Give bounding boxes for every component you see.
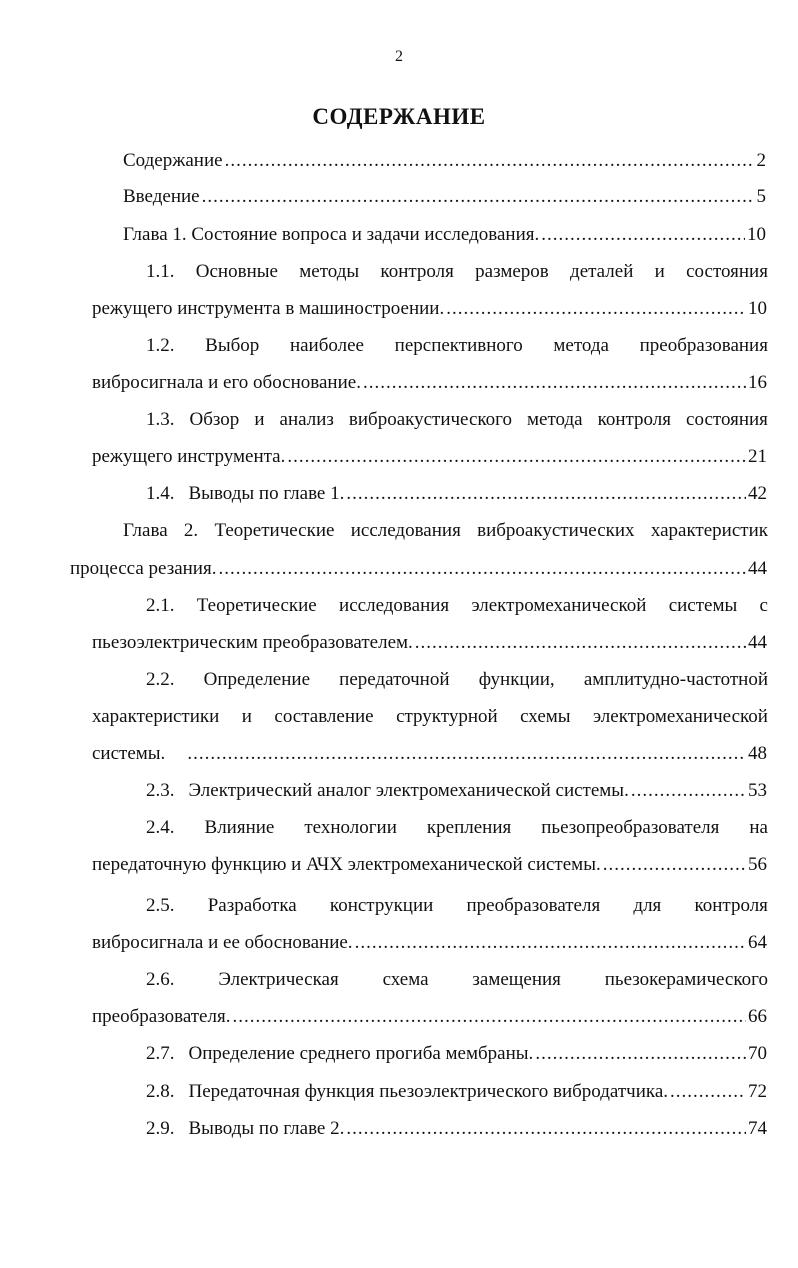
toc-entry-label: Содержание	[123, 150, 223, 171]
leader-dots	[415, 630, 746, 656]
toc-entry-chapter-2-line2[interactable]	[70, 556, 767, 582]
toc-entry-2-6-line1[interactable]	[146, 967, 768, 993]
toc-entry-label: Электрический аналог электромеханической системы.	[188, 780, 629, 801]
toc-entry-page: 44	[748, 632, 767, 653]
toc-entry-2-1-line2[interactable]	[92, 630, 767, 656]
toc-entry-page: 74	[748, 1118, 767, 1139]
toc-entry-page: 66	[748, 1006, 767, 1027]
toc-entry-page: 64	[748, 932, 767, 953]
toc-entry-1-1-line2[interactable]	[92, 296, 767, 322]
toc-entry-page: 5	[756, 186, 766, 207]
toc-entry-page: 16	[748, 372, 767, 393]
word: преобразователя	[466, 895, 601, 916]
toc-entry-number: 1.3.	[146, 409, 175, 430]
leader-dots	[232, 1004, 746, 1030]
toc-entry-introduction[interactable]	[123, 184, 766, 210]
word: перспективного	[394, 335, 523, 356]
toc-entry-page: 2	[756, 150, 766, 171]
toc-entry-label: Выводы по главе 1.	[188, 483, 345, 504]
toc-entry-label: передаточную функцию и АЧХ электромеханической системы.	[92, 854, 601, 875]
toc-entry-label: преобразователя.	[92, 1006, 231, 1027]
word: Влияние	[204, 817, 275, 838]
toc-entry-label: системы.	[92, 743, 166, 764]
word: пьезокерамического	[604, 969, 768, 990]
toc-entry-page: 42	[748, 483, 767, 504]
leader-dots	[603, 852, 746, 878]
leader-dots	[535, 1041, 746, 1067]
toc-entry-number: 1.4.	[146, 483, 175, 504]
word: электромеханической	[471, 595, 647, 616]
word: исследования	[350, 520, 461, 541]
word: преобразования	[639, 335, 768, 356]
word: передаточной	[339, 669, 450, 690]
toc-entry-label: Глава 1. Состояние вопроса и задачи исследования.	[123, 224, 540, 245]
toc-entry-contents[interactable]	[123, 148, 766, 174]
toc-entry-page: 72	[748, 1081, 767, 1102]
word: схема	[382, 969, 429, 990]
word: метода	[553, 335, 609, 356]
word: виброакустического	[348, 409, 512, 430]
page-title: СОДЕРЖАНИЕ	[312, 104, 486, 129]
word: характеристик	[650, 520, 768, 541]
word: виброакустических	[477, 520, 635, 541]
word: состояния	[686, 261, 768, 282]
leader-dots	[202, 184, 755, 210]
word: Теоретические	[214, 520, 335, 541]
toc-entry-label: Определение среднего прогиба мембраны.	[188, 1043, 534, 1064]
word: Теоретические	[196, 595, 317, 616]
word: структурной	[396, 706, 498, 727]
leader-dots	[187, 741, 746, 767]
toc-entry-2-4-line2[interactable]	[92, 852, 767, 878]
word: на	[749, 817, 768, 838]
word: технологии	[304, 817, 397, 838]
toc-entry-2-5-line2[interactable]	[92, 930, 767, 956]
toc-entry-number: 2.8.	[146, 1081, 175, 1102]
word: анализ	[279, 409, 334, 430]
toc-entry-number: 1.2.	[146, 335, 175, 356]
toc-entry-number: 2.1.	[146, 595, 175, 616]
word: Выбор	[205, 335, 260, 356]
toc-entry-number: 2.5.	[146, 895, 175, 916]
leader-dots	[346, 481, 746, 507]
word: функции,	[478, 669, 555, 690]
word: размеров	[475, 261, 549, 282]
leader-dots	[363, 370, 746, 396]
leader-dots	[346, 1116, 746, 1142]
toc-entry-page: 10	[748, 298, 767, 319]
word: и	[241, 706, 252, 727]
word: исследования	[339, 595, 450, 616]
toc-entry-page: 21	[748, 446, 767, 467]
toc-entry-number: 2.7.	[146, 1043, 175, 1064]
toc-entry-1-3-line1[interactable]	[146, 407, 768, 433]
word: и	[654, 261, 665, 282]
word: системы	[668, 595, 738, 616]
word: Электрическая	[218, 969, 339, 990]
toc-entry-number: 2.2.	[146, 669, 175, 690]
toc-entry-label: режущего инструмента.	[92, 446, 286, 467]
toc-entry-label: Введение	[123, 186, 200, 207]
toc-entry-2-5-line1[interactable]	[146, 893, 768, 919]
toc-entry-label: процесса резания.	[70, 558, 217, 579]
word: с	[759, 595, 768, 616]
toc-entry-chapter-2-line1[interactable]	[123, 518, 768, 544]
toc-entry-2-1-line1[interactable]	[146, 593, 768, 619]
toc-entry-2-4-line1[interactable]	[146, 815, 768, 841]
toc-entry-page: 44	[748, 558, 767, 579]
word: Определение	[203, 669, 311, 690]
word: Основные	[195, 261, 278, 282]
toc-entry-1-2-line1[interactable]	[146, 333, 768, 359]
leader-dots	[355, 930, 746, 956]
toc-entry-page: 10	[747, 224, 766, 245]
toc-entry-1-2-line2[interactable]	[92, 370, 767, 396]
word: пьезопреобразователя	[541, 817, 720, 838]
leader-dots	[446, 296, 746, 322]
leader-dots	[670, 1079, 746, 1105]
toc-entry-chapter-1[interactable]	[123, 222, 766, 248]
leader-dots	[541, 222, 745, 248]
toc-entry-2-9[interactable]	[146, 1116, 767, 1142]
word: составление	[274, 706, 374, 727]
word: Обзор	[189, 409, 240, 430]
word: амплитудно-частотной	[583, 669, 768, 690]
toc-entry-2-3[interactable]	[146, 778, 767, 804]
toc-entry-label: вибросигнала и его обоснование.	[92, 372, 361, 393]
word: наиболее	[289, 335, 364, 356]
toc-entry-1-4[interactable]	[146, 481, 767, 507]
toc-entry-2-8[interactable]	[146, 1079, 767, 1105]
toc-entry-number: 2.9.	[146, 1118, 175, 1139]
leader-dots	[218, 556, 746, 582]
word: схемы	[520, 706, 571, 727]
toc-entry-number: 2.4.	[146, 817, 175, 838]
word: электромеханической	[593, 706, 768, 727]
toc-entry-page: 56	[748, 854, 767, 875]
word: характеристики	[92, 706, 220, 727]
word: замещения	[472, 969, 561, 990]
word: для	[633, 895, 662, 916]
toc-entry-2-2-line1[interactable]	[146, 667, 768, 693]
toc-entry-2-6-line2[interactable]	[92, 1004, 767, 1030]
leader-dots	[631, 778, 746, 804]
toc-entry-2-7[interactable]	[146, 1041, 767, 1067]
toc-entry-page: 48	[748, 743, 767, 764]
toc-entry-number: 2.6.	[146, 969, 175, 990]
word: Глава	[123, 520, 168, 541]
toc-entry-number: 2.3.	[146, 780, 175, 801]
word: и	[254, 409, 265, 430]
word: методы	[299, 261, 360, 282]
toc-entry-page: 53	[748, 780, 767, 801]
word: 2.	[183, 520, 199, 541]
toc-entry-1-3-line2[interactable]	[92, 444, 767, 470]
toc-entry-label: Выводы по главе 2.	[188, 1118, 345, 1139]
word: состояния	[686, 409, 768, 430]
toc-entry-2-2-line3[interactable]	[92, 741, 767, 767]
toc-entry-2-2-line2[interactable]	[92, 704, 768, 730]
word: Разработка	[207, 895, 297, 916]
toc-entry-label: Передаточная функция пьезоэлектрического вибродатчика.	[188, 1081, 668, 1102]
word: контроля	[694, 895, 768, 916]
word: деталей	[570, 261, 634, 282]
toc-entry-page: 70	[748, 1043, 767, 1064]
word: конструкции	[329, 895, 434, 916]
word: крепления	[426, 817, 512, 838]
word: контроля	[597, 409, 672, 430]
leader-dots	[225, 148, 755, 174]
page-number: 2	[395, 48, 403, 65]
toc-entry-number: 1.1.	[146, 261, 175, 282]
toc-entry-label: вибросигнала и ее обоснование.	[92, 932, 353, 953]
word: метода	[527, 409, 583, 430]
leader-dots	[287, 444, 746, 470]
toc-entry-label: пьезоэлектрическим преобразователем.	[92, 632, 413, 653]
toc-entry-label: режущего инструмента в машиностроении.	[92, 298, 445, 319]
toc-entry-1-1-line1[interactable]	[146, 259, 768, 285]
word: контроля	[380, 261, 454, 282]
